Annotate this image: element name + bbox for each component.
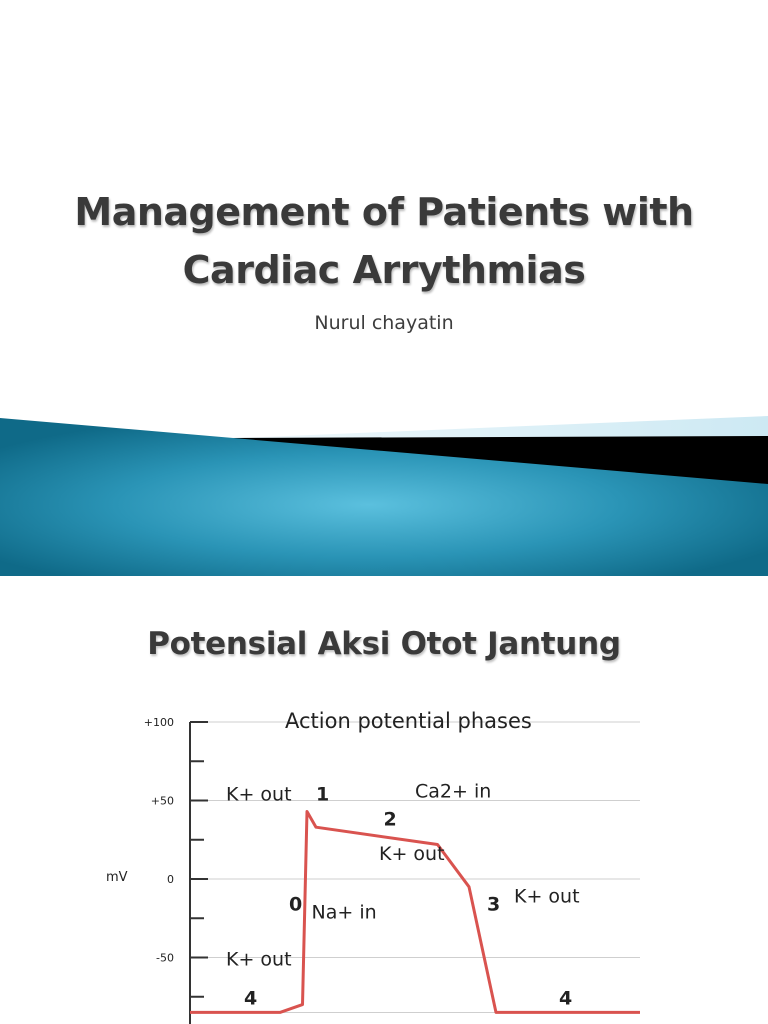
phase-annotations: [226, 780, 580, 1009]
ion-flow-label: K+ out: [379, 843, 445, 866]
y-tick-label: 0: [167, 873, 174, 886]
y-axis-ticks: [144, 716, 208, 997]
chart-title: Action potential phases: [285, 709, 532, 733]
phase-number-label: 2: [383, 808, 397, 831]
phase-number-label: 0: [289, 893, 303, 916]
ion-flow-label: Na+ in: [311, 901, 377, 924]
ion-flow-label: K+ out: [514, 885, 580, 908]
action-potential-line: [190, 812, 640, 1013]
content-slide: [0, 576, 768, 1024]
title-line-1: Management of Patients with: [74, 190, 694, 234]
y-tick-label: -50: [156, 951, 174, 965]
title-line-2: Cardiac Arrythmias: [182, 248, 586, 292]
decorative-banner: [0, 410, 768, 576]
ion-flow-label: Ca2+ in: [415, 780, 492, 803]
y-tick-label: +50: [150, 794, 174, 808]
phase-number-label: 3: [487, 893, 501, 916]
ion-flow-label: K+ out: [226, 783, 292, 806]
action-potential-chart: [100, 702, 660, 1024]
phase-number-label: 1: [316, 783, 330, 806]
slide-title: Potensial Aksi Otot Jantung: [147, 626, 621, 662]
y-axis-label: mV: [106, 870, 128, 885]
phase-number-label: 4: [559, 987, 573, 1010]
phase-number-label: 4: [244, 987, 258, 1010]
y-tick-label: +100: [143, 716, 174, 729]
ion-flow-label: K+ out: [226, 948, 292, 971]
presentation-title: [0, 183, 768, 299]
author-subtitle: Nurul chayatin: [314, 312, 454, 334]
